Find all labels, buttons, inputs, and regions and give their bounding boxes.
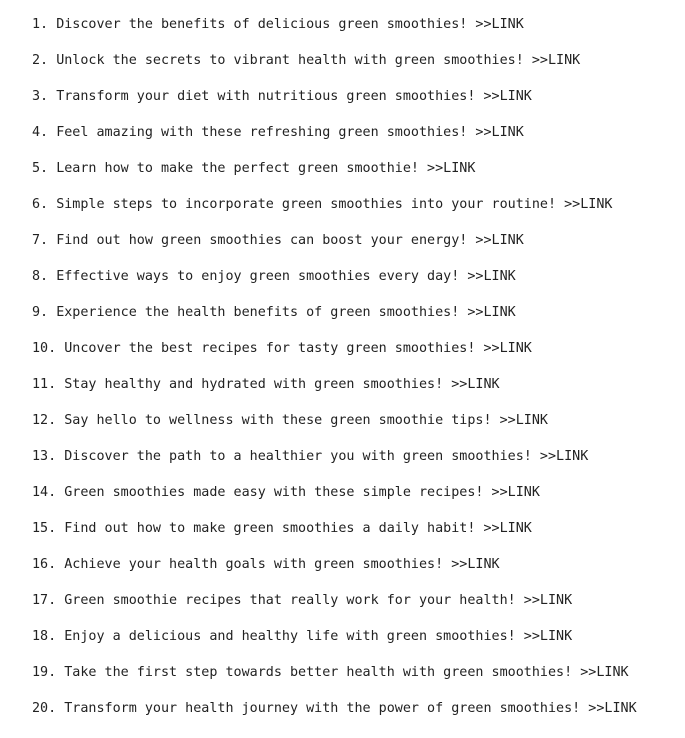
item-text: Enjoy a delicious and healthy life with green smoothies! xyxy=(64,629,516,644)
item-number: 10. xyxy=(32,341,57,356)
item-text: Say hello to wellness with these green smoothie tips! xyxy=(64,413,492,428)
item-text: Feel amazing with these refreshing green smoothies! xyxy=(56,125,468,140)
item-text: Discover the benefits of delicious green smoothies! xyxy=(56,17,468,32)
item-text: Take the first step towards better health with green smoothies! xyxy=(64,665,573,680)
item-text: Discover the path to a healthier you with green smoothies! xyxy=(64,449,532,464)
item-number: 13. xyxy=(32,449,57,464)
item-link[interactable]: >>LINK xyxy=(483,89,532,104)
item-link[interactable]: >>LINK xyxy=(427,161,476,176)
list-item xyxy=(32,556,637,592)
item-number: 8. xyxy=(32,269,49,284)
item-number: 11. xyxy=(32,377,57,392)
list-item xyxy=(32,88,637,124)
item-number: 18. xyxy=(32,629,57,644)
list-item xyxy=(32,304,637,340)
list-item xyxy=(32,340,637,376)
item-text: Find out how green smoothies can boost your energy! xyxy=(56,233,468,248)
list-item xyxy=(32,160,637,196)
list-item xyxy=(32,700,637,736)
item-text: Unlock the secrets to vibrant health with green smoothies! xyxy=(56,53,524,68)
item-text: Green smoothie recipes that really work for your health! xyxy=(64,593,516,608)
item-number: 15. xyxy=(32,521,57,536)
item-link[interactable]: >>LINK xyxy=(523,593,573,608)
item-number: 9. xyxy=(32,305,49,320)
item-number: 16. xyxy=(32,557,57,572)
item-text: Transform your diet with nutritious green smoothies! xyxy=(56,89,476,104)
item-number: 6. xyxy=(32,197,49,212)
item-text: Find out how to make green smoothies a daily habit! xyxy=(64,521,476,536)
item-link[interactable]: >>LINK xyxy=(475,125,524,140)
item-link[interactable]: >>LINK xyxy=(483,341,532,356)
item-text: Stay healthy and hydrated with green smoothies! xyxy=(64,377,444,392)
list-item xyxy=(32,484,637,520)
list-item xyxy=(32,412,637,448)
item-text: Transform your health journey with the power of green smoothies! xyxy=(64,701,581,716)
list-item xyxy=(32,628,637,664)
item-text: Experience the health benefits of green smoothies! xyxy=(56,305,460,320)
item-text: Effective ways to enjoy green smoothies every day! xyxy=(56,269,460,284)
list-item xyxy=(32,196,637,232)
headline-list xyxy=(32,16,637,736)
item-number: 1. xyxy=(32,17,49,32)
item-link[interactable]: >>LINK xyxy=(467,305,516,320)
item-link[interactable]: >>LINK xyxy=(483,521,532,536)
item-number: 3. xyxy=(32,89,49,104)
item-text: Uncover the best recipes for tasty green smoothies! xyxy=(64,341,476,356)
item-link[interactable]: >>LINK xyxy=(491,485,540,500)
list-item xyxy=(32,52,637,88)
item-link[interactable]: >>LINK xyxy=(531,53,581,68)
item-link[interactable]: >>LINK xyxy=(475,17,524,32)
item-number: 2. xyxy=(32,53,49,68)
item-link[interactable]: >>LINK xyxy=(539,449,589,464)
item-text: Achieve your health goals with green smoothies! xyxy=(64,557,444,572)
list-item xyxy=(32,664,637,700)
list-item xyxy=(32,124,637,160)
item-number: 5. xyxy=(32,161,49,176)
list-item xyxy=(32,448,637,484)
item-text: Simple steps to incorporate green smoothies into your routine! xyxy=(56,197,557,212)
item-text: Learn how to make the perfect green smoothie! xyxy=(56,161,419,176)
item-number: 19. xyxy=(32,665,57,680)
item-link[interactable]: >>LINK xyxy=(451,377,500,392)
item-link[interactable]: >>LINK xyxy=(467,269,516,284)
list-item xyxy=(32,376,637,412)
item-link[interactable]: >>LINK xyxy=(523,629,573,644)
item-number: 17. xyxy=(32,593,57,608)
item-number: 7. xyxy=(32,233,49,248)
list-item xyxy=(32,592,637,628)
item-link[interactable]: >>LINK xyxy=(564,197,613,212)
list-item xyxy=(32,16,637,52)
item-number: 4. xyxy=(32,125,49,140)
list-item xyxy=(32,232,637,268)
item-number: 12. xyxy=(32,413,57,428)
item-link[interactable]: >>LINK xyxy=(499,413,548,428)
list-item xyxy=(32,268,637,304)
item-link[interactable]: >>LINK xyxy=(475,233,524,248)
item-text: Green smoothies made easy with these simple recipes! xyxy=(64,485,484,500)
item-number: 14. xyxy=(32,485,57,500)
item-link[interactable]: >>LINK xyxy=(588,701,637,716)
item-link[interactable]: >>LINK xyxy=(451,557,500,572)
list-item xyxy=(32,520,637,556)
item-link[interactable]: >>LINK xyxy=(580,665,629,680)
item-number: 20. xyxy=(32,701,57,716)
